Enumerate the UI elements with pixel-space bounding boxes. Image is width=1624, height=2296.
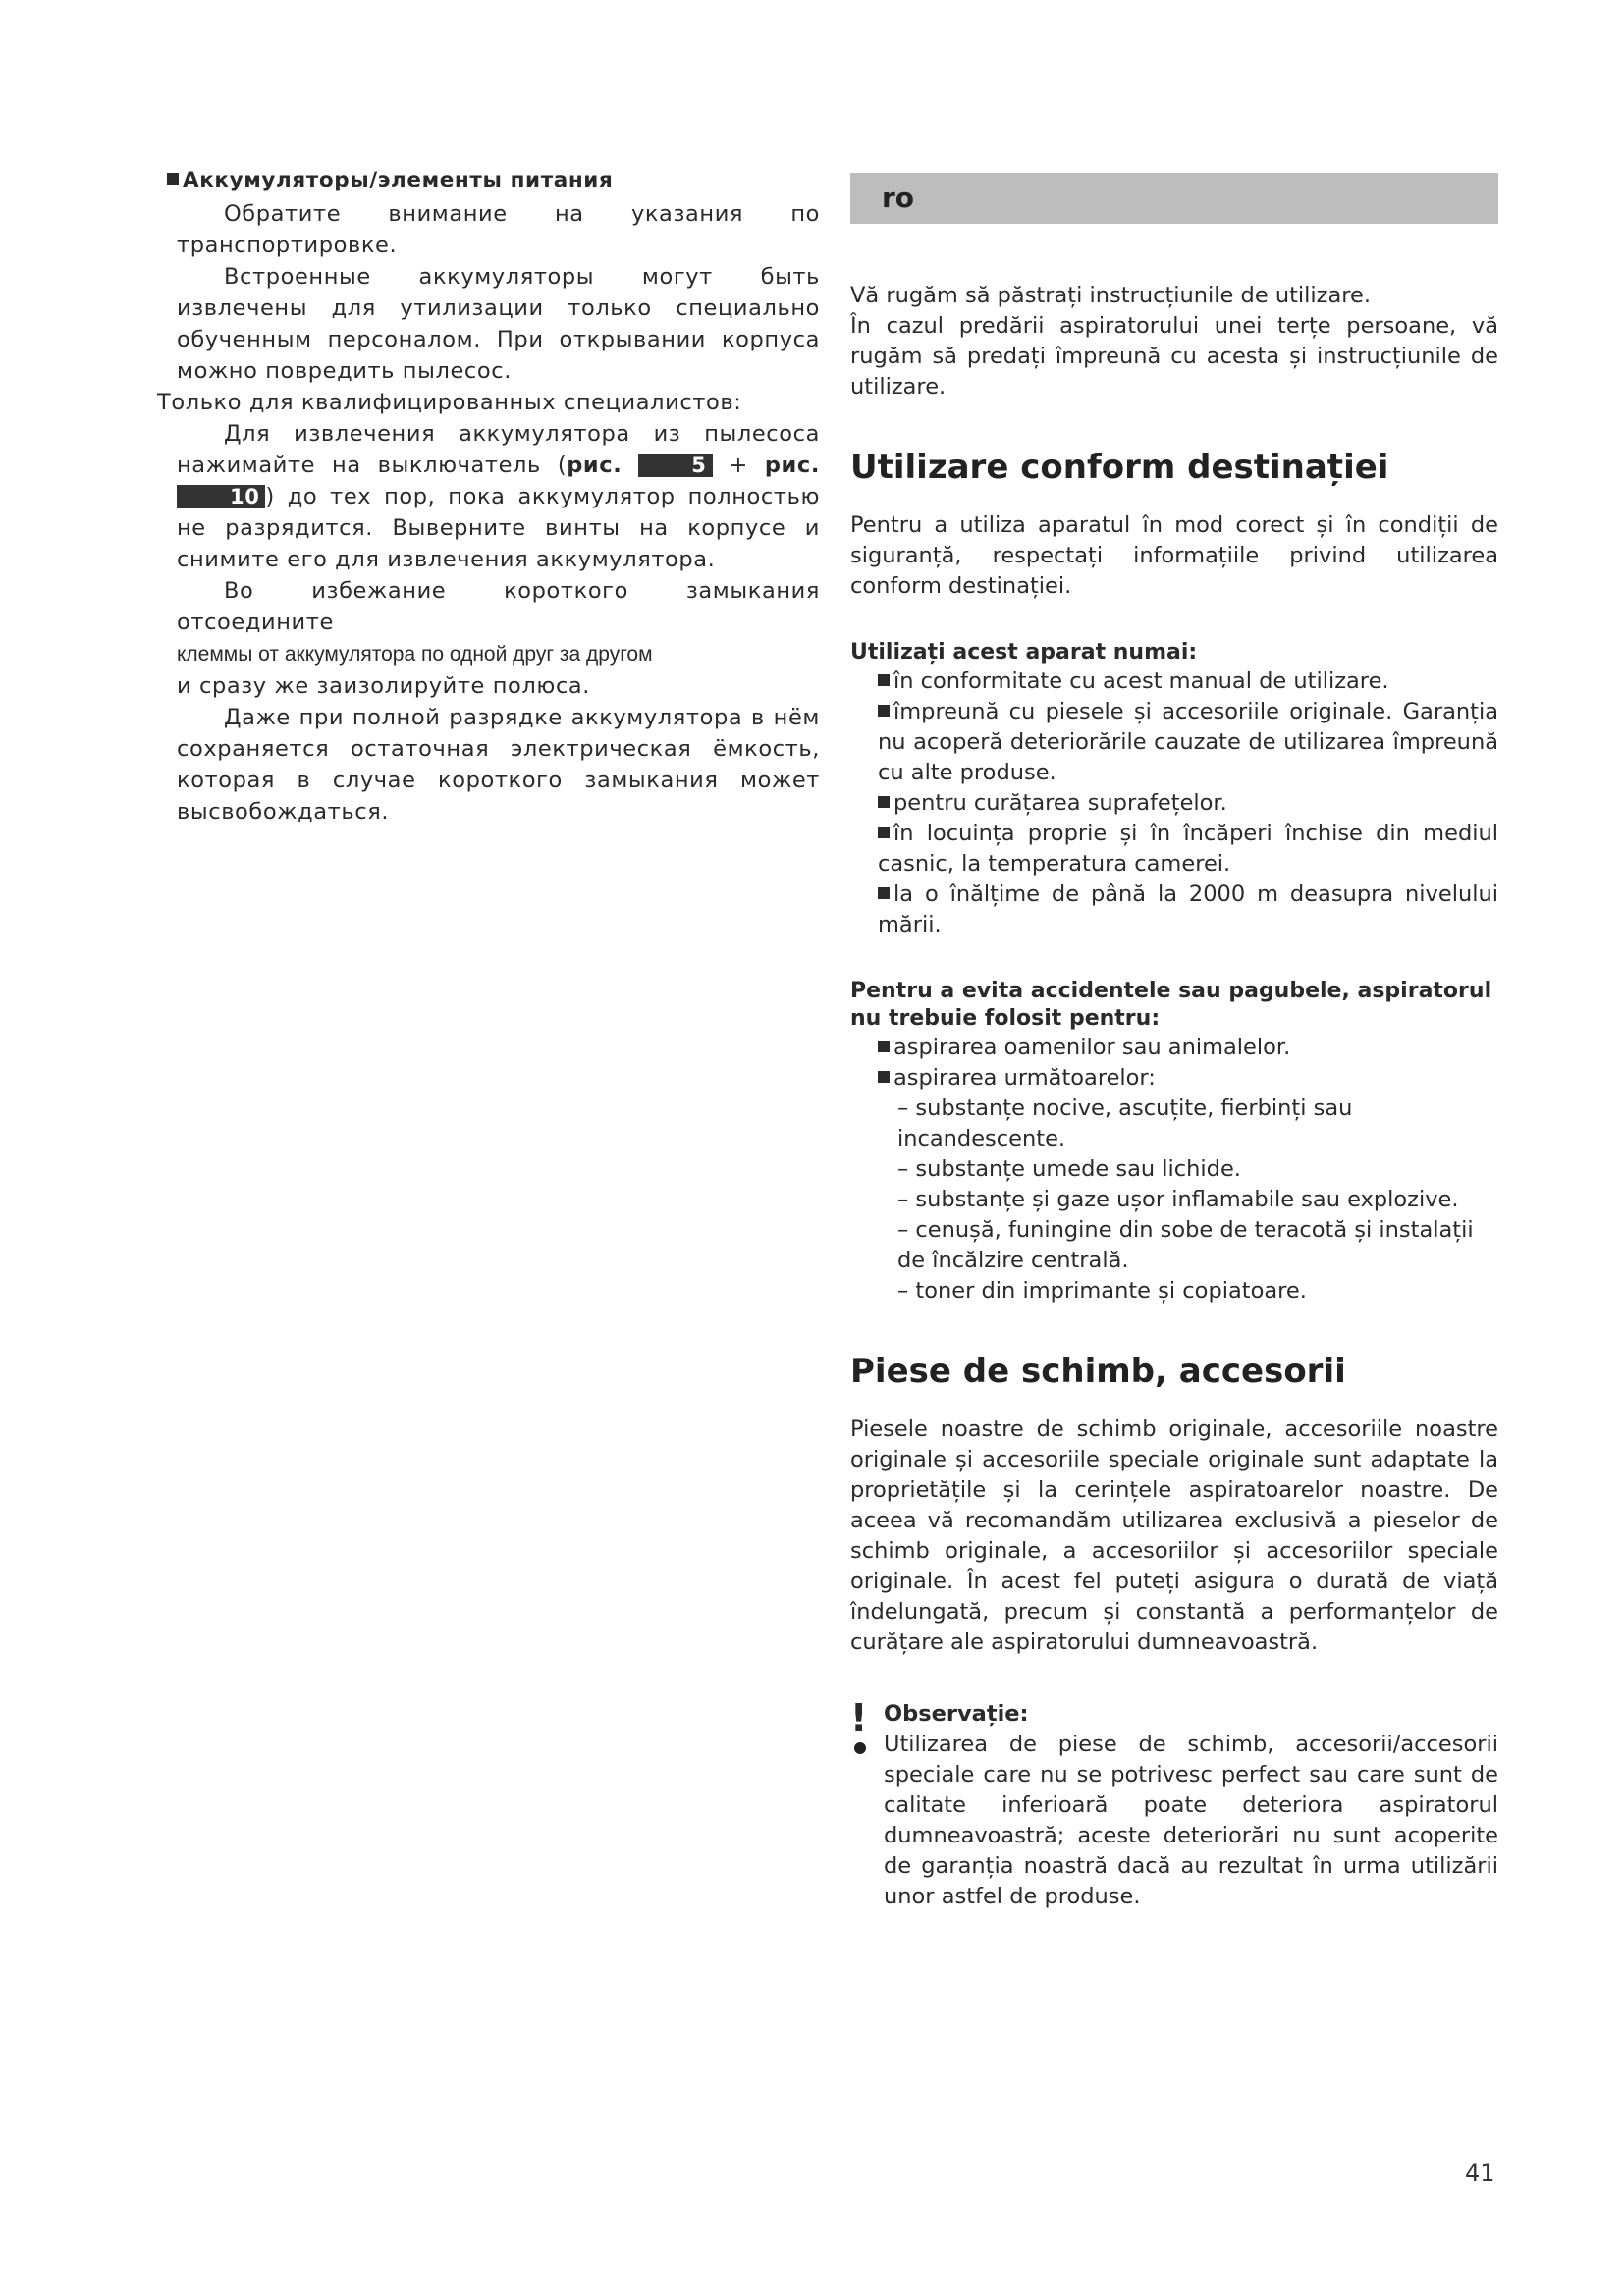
list-item: în conformitate cu acest manual de utilizare. [878,667,1498,697]
language-bar: ro [850,173,1498,224]
dash-item: – substanțe și gaze ușor inflamabile sau explozive. [897,1187,1459,1212]
intended-use-paragraph: Pentru a utiliza aparatul în mod corect și în condiții de siguranță, respectați informațiile privind utilizarea conform destinației. [850,512,1498,599]
short-circuit-paragraph: Во избежание короткого замыкания отсоедините клеммы от аккумулятора по одной друг за другом и сразу же заизолируйте полюса. [177,578,820,699]
specialists-only: Только для квалифицированных специалистов: [157,390,742,415]
avoid-title: Pentru a evita accidentele sau pagubele, aspiratorul nu trebuie folosit pentru: [850,979,1492,1031]
intro-line-2: În cazul predării aspiratorului unei terțe persoane, vă rugăm să predați împreună cu acesta și instrucțiunile de utilizare. [850,313,1498,400]
figure-5-label: 5 [638,454,712,477]
right-column [850,173,1498,1912]
dash-item: – toner din imprimante și copiatoare. [897,1278,1307,1304]
note-body: Utilizarea de piese de schimb, accesorii/accesorii speciale care nu se potrivesc perfect sau care sunt de calitate inferioară poate deteriora aspiratorul dumneavoastră; aceste deteriorări nu sunt acoperite de garanția noastră dacă au rezultat în urma utilizării unor astfel de produse. [884,1732,1498,1909]
use-only-title: Utilizați acest aparat numai: [850,640,1198,665]
list-item: la o înălțime de până la 2000 m deasupra nivelului mării. [878,881,1498,937]
dash-item: – substanțe nocive, ascuțite, fierbinți sau incandescente. [897,1095,1353,1151]
bullet-square-icon [167,173,179,185]
list-item: împreună cu piesele și accesoriile originale. Garanția nu acoperă deteriorările cauzate de utilizarea împreună cu alte produse. [878,699,1498,785]
intro-line-1: Vă rugăm să păstrați instrucțiunile de utilizare. [850,283,1372,308]
removal-paragraph: Для извлечения аккумулятора из пылесоса нажимайте на выключатель (рис. 5 + рис. 10 ) до тех пор, пока аккумулятор полностью не разрядится. Выверните винты на корпусе и снимите его для извлечения аккумулятора. [177,421,820,572]
transport-paragraph: Обратите внимание на указания по транспортировке. [177,201,820,258]
residual-capacity-paragraph: Даже при полной разрядке аккумулятора в нём сохраняется остаточная электрическая ёмкость, которая в случае короткого замыкания может высвобождаться. [177,705,820,825]
list-item: aspirarea următoarelor: [878,1063,1498,1094]
page-number: 41 [1465,2160,1495,2187]
battery-heading: Аккумуляторы/элементы питания [167,165,820,196]
builtin-battery-paragraph: Встроенные аккумуляторы могут быть извлечены для утилизации только специально обученным персоналом. При открывании корпуса можно повредить пылесос. [177,264,820,384]
figure-10-label: 10 [177,485,265,508]
list-item: pentru curățarea suprafețelor. [878,788,1498,819]
dash-item: – substanțe umede sau lichide. [897,1156,1241,1182]
warning-dot-icon [854,1742,866,1754]
heading-spare-parts: Piese de schimb, accesorii [850,1352,1346,1391]
spare-parts-paragraph: Piesele noastre de schimb originale, accesoriile noastre originale și accesoriile speciale originale sunt adaptate la proprietățile și la cerințele aspiratoarelor noastre. De aceea vă recomandăm utilizarea exclusivă a pieselor de schimb originale, a accesoriilor și accesoriilor speciale originale. În acest fel puteți asigura o durată de viață îndelungată, precum și constantă a performanțelor de curățare ale aspiratorului dumneavoastră. [850,1416,1498,1655]
dash-item: – cenușă, funingine din sobe de teracotă și instalații de încălzire centrală. [897,1217,1474,1273]
list-item: în locuința proprie și în încăperi închise din mediul casnic, la temperatura camerei. [878,821,1498,877]
note-title: Observație: [884,1701,1029,1727]
list-item: aspirarea oamenilor sau animalelor. [878,1033,1498,1063]
note-block [850,1696,1498,1912]
warning-exclamation-icon: ! [850,1696,868,1739]
left-column [157,165,820,828]
heading-intended-use: Utilizare conform destinației [850,448,1389,487]
